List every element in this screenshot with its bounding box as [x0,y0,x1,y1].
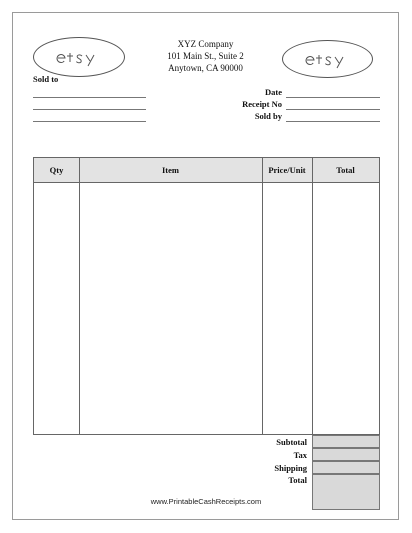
company-name: XYZ Company [177,39,234,49]
etsy-logo-right [282,40,373,78]
qty-column-header: Qty [49,165,64,175]
sold-by-label: Sold by [254,111,282,121]
receipt-number-line[interactable] [286,109,380,110]
company-info [150,38,261,74]
etsy-logo-wordmark [52,47,106,67]
item-column-header: Item [162,165,179,175]
tax-label: Tax [293,450,307,460]
receipt-number-label: Receipt No [242,99,282,109]
sold-to-line[interactable] [33,109,146,110]
company-address-line2: Anytown, CA 90000 [168,63,243,73]
subtotal-field[interactable] [312,435,380,448]
price-unit-column-header: Price/Unit [268,165,306,175]
sold-to-line[interactable] [33,97,146,98]
tax-field[interactable] [312,448,380,461]
etsy-logo-left [33,37,125,77]
sold-to-line[interactable] [33,121,146,122]
company-address-line1: 101 Main St., Suite 2 [167,51,244,61]
sold-to-label: Sold to [33,74,59,84]
items-header [34,158,379,183]
subtotal-label: Subtotal [276,437,307,447]
shipping-label: Shipping [274,463,307,473]
date-label: Date [265,87,282,97]
column-divider [312,158,313,434]
column-divider [79,158,80,434]
total-label: Total [288,475,307,485]
etsy-logo-wordmark [301,49,355,69]
date-line[interactable] [286,97,380,98]
column-divider [262,158,263,434]
sold-by-line[interactable] [286,121,380,122]
items-table [33,157,380,435]
footer-url: www.PrintableCashReceipts.com [150,497,262,506]
total-column-header: Total [336,165,355,175]
shipping-field[interactable] [312,461,380,474]
